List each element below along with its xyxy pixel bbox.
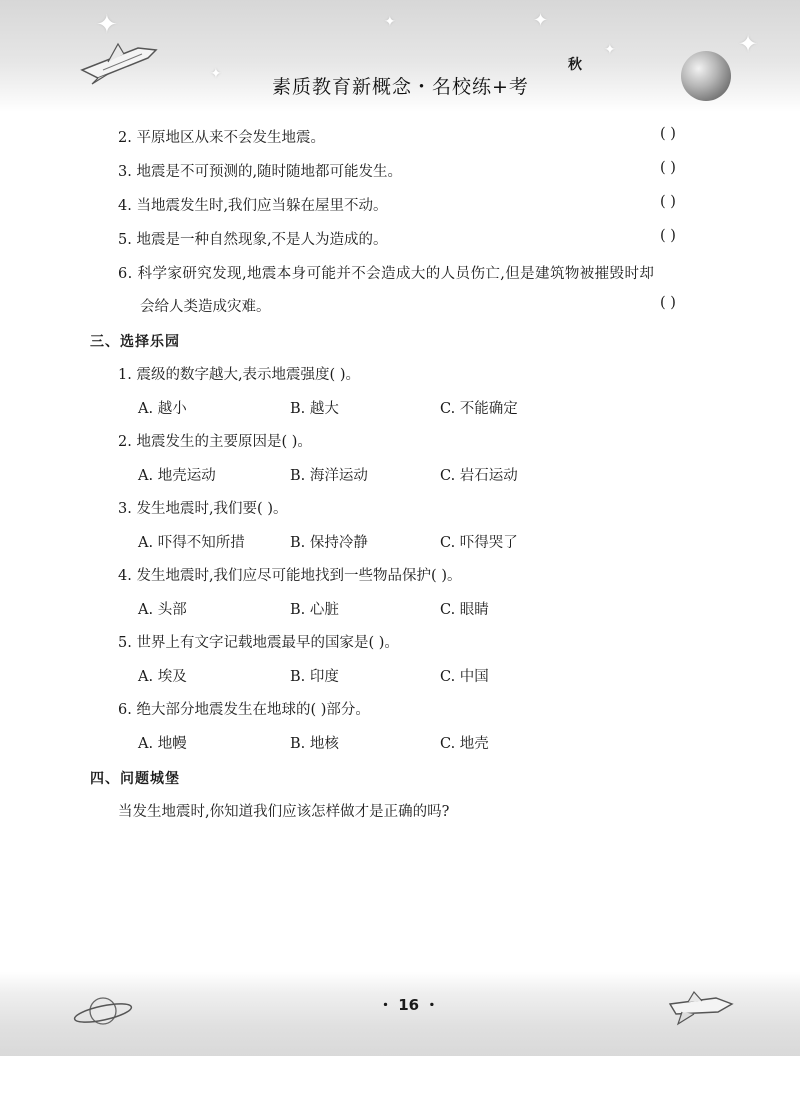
judge-item-6: 6. 科学家研究发现,地震本身可能并不会造成大的人员伤亡,但是建筑物被摧毁时却: [118, 266, 655, 282]
option-b: B. 印度: [290, 669, 339, 685]
globe-icon: [681, 51, 731, 101]
judge-item-5: 5. 地震是一种自然现象,不是人为造成的。: [118, 232, 388, 248]
planet-icon: [72, 990, 134, 1032]
option-a: A. 埃及: [138, 669, 187, 685]
option-a: A. 越小: [138, 401, 187, 417]
choice-question: 4. 发生地震时,我们应尽可能地找到一些物品保护( )。: [118, 568, 462, 584]
section-title: 三、选择乐园: [90, 334, 180, 350]
choice-question: 5. 世界上有文字记载地震最早的国家是( )。: [118, 635, 399, 651]
season-label: 秋: [568, 57, 582, 73]
choice-question: 3. 发生地震时,我们要( )。: [118, 501, 288, 517]
page-number: ・ 16 ・: [378, 996, 440, 1014]
judge-item-2: 2. 平原地区从来不会发生地震。: [118, 130, 325, 146]
star-icon: ✦: [533, 10, 549, 31]
star-icon: ✦: [210, 66, 222, 82]
option-b: B. 海洋运动: [290, 468, 368, 484]
option-c: C. 吓得哭了: [440, 535, 518, 551]
answer-paren: ( ): [660, 160, 676, 176]
option-a: A. 地幔: [138, 736, 187, 752]
option-b: B. 越大: [290, 401, 339, 417]
star-icon: ✦: [738, 30, 759, 58]
option-b: B. 心脏: [290, 602, 339, 618]
option-a: A. 地壳运动: [138, 468, 216, 484]
judge-item-3: 3. 地震是不可预测的,随时随地都可能发生。: [118, 164, 403, 180]
star-icon: ✦: [604, 42, 616, 58]
space-shuttle-icon: [78, 40, 160, 86]
option-c: C. 不能确定: [440, 401, 518, 417]
choice-question: 2. 地震发生的主要原因是( )。: [118, 434, 312, 450]
option-c: C. 中国: [440, 669, 489, 685]
option-c: C. 眼睛: [440, 602, 489, 618]
choice-question: 1. 震级的数字越大,表示地震强度( )。: [118, 367, 360, 383]
space-shuttle-icon: [668, 990, 734, 1028]
answer-paren: ( ): [660, 228, 676, 244]
open-question: 当发生地震时,你知道我们应该怎样做才是正确的吗?: [118, 804, 450, 820]
answer-paren: ( ): [660, 295, 676, 311]
section-title: 四、问题城堡: [90, 771, 180, 787]
choice-question: 6. 绝大部分地震发生在地球的( )部分。: [118, 702, 370, 718]
star-icon: ✦: [96, 10, 118, 40]
option-b: B. 地核: [290, 736, 339, 752]
answer-paren: ( ): [660, 194, 676, 210]
option-c: C. 地壳: [440, 736, 489, 752]
option-b: B. 保持冷静: [290, 535, 368, 551]
option-a: A. 头部: [138, 602, 187, 618]
header-title: 素质教育新概念・名校练+考: [272, 76, 529, 98]
option-a: A. 吓得不知所措: [138, 535, 245, 551]
star-icon: ✦: [384, 14, 396, 30]
judge-item-4: 4. 当地震发生时,我们应当躲在屋里不动。: [118, 198, 388, 214]
answer-paren: ( ): [660, 126, 676, 142]
option-c: C. 岩石运动: [440, 468, 518, 484]
judge-item-6-cont: 会给人类造成灾难。: [140, 299, 271, 315]
